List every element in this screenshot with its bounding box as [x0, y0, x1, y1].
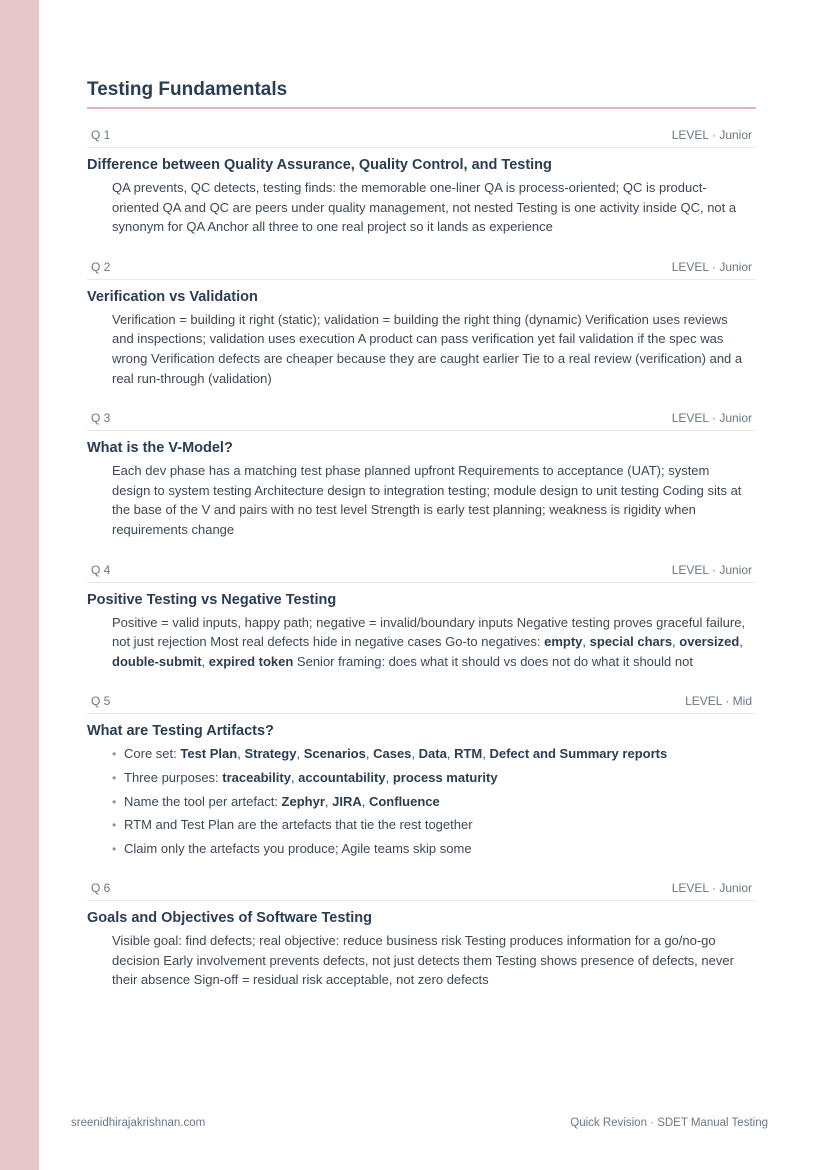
answer-term: JIRA [332, 793, 362, 809]
list-item [112, 839, 756, 859]
answer-term: Defect and Summary reports [489, 746, 668, 762]
footer-website[interactable]: sreenidhirajakrishnan.com [71, 1117, 206, 1129]
question-title: Goals and Objectives of Software Testing [87, 910, 372, 927]
bullet-prefix: Core set: [124, 746, 181, 762]
question-level: LEVEL · Junior [671, 411, 752, 426]
bullet-icon: • [112, 818, 117, 833]
side-accent-band [0, 0, 39, 1170]
list-item: • Core set: Test Plan, Strategy, Scenarios, Cases, Data, RTM, Defect and Summary reports [112, 744, 756, 764]
question-meta [87, 558, 756, 583]
question-meta [87, 123, 756, 148]
question-answer: Verification = building it right (static); validation = building the right thing (dynamic) Verification uses reviews and inspections; validation uses execution A product can pass verification yet fail validation if the spec was wrong Verification defects are cheaper because they are caught earlier Tie to a real review (verification) and a real run-through (validation) [112, 311, 743, 386]
answer-term: Test Plan [180, 746, 238, 762]
question-title: What are Testing Artifacts? [87, 723, 274, 740]
question-level: LEVEL · Junior [671, 128, 752, 142]
question-answer: QA prevents, QC detects, testing finds: the memorable one-liner QA is process-oriented; QC is product-oriented QA and QC are peers under quality management, not nested Testing is one activity inside QC, not a synonym for QA Anchor all three to one real project so it lands as experience [112, 180, 737, 235]
page-content [87, 78, 756, 1008]
question-number: Q 2 [91, 259, 111, 274]
question-card [87, 406, 756, 557]
answer-term: traceability [222, 769, 291, 785]
bullet-prefix: Three purposes: [124, 769, 223, 785]
list-item [112, 815, 756, 835]
bullet-icon: • [112, 747, 117, 762]
answer-term: accountability [298, 769, 386, 785]
question-level: LEVEL · Mid [685, 694, 752, 709]
answer-term: double-submit [112, 653, 202, 669]
question-number: Q 1 [91, 128, 111, 142]
footer-doc-label: Quick Revision · SDET Manual Testing [570, 1117, 768, 1129]
question-meta [87, 255, 756, 280]
question-card [87, 123, 756, 255]
question-answer: Each dev phase has a matching test phase planned upfront Requirements to acceptance (UAT); system design to system testing Architecture design to integration testing; module design to unit testing Coding sits at the base of the V and pairs with no test level Strength is early test planning; weakness is rigidity when requirements change [112, 463, 742, 537]
question-meta [87, 406, 756, 431]
question-title: What is the V-Model? [87, 440, 233, 457]
bullet-icon: • [112, 794, 117, 809]
answer-outro: Senior framing: does what it should vs does not do what it should not [293, 653, 693, 669]
question-meta [87, 689, 756, 714]
bullet-icon: • [112, 841, 117, 856]
answer-term: special chars [589, 634, 673, 650]
list-item: • Three purposes: traceability, accountability, process maturity [112, 768, 756, 788]
page-footer [71, 1117, 768, 1129]
answer-bullet-list [112, 744, 756, 858]
question-meta [87, 876, 756, 901]
answer-term: expired token [208, 653, 294, 669]
question-number: Q 3 [91, 411, 111, 426]
question-card [87, 558, 756, 690]
question-level: LEVEL · Junior [671, 562, 752, 577]
answer-term: Cases [373, 746, 412, 762]
question-title: Positive Testing vs Negative Testing [87, 591, 337, 608]
answer-term: Confluence [368, 793, 440, 809]
question-card [87, 255, 756, 406]
answer-term: Scenarios [303, 746, 366, 762]
bullet-icon: • [112, 770, 117, 785]
answer-term: empty [544, 634, 583, 650]
answer-term: oversized [679, 634, 740, 650]
question-title: Verification vs Validation [87, 288, 258, 305]
answer-term: process maturity [392, 769, 498, 785]
question-card [87, 689, 756, 876]
answer-term: RTM [454, 746, 483, 762]
question-level: LEVEL · Junior [671, 259, 752, 274]
bullet-prefix: Name the tool per artefact: [124, 793, 282, 809]
list-item: • Name the tool per artefact: Zephyr, JIRA, Confluence [112, 792, 756, 812]
question-number: Q 5 [91, 694, 111, 709]
answer-term: Data [418, 746, 447, 762]
section-title: Testing Fundamentals [87, 78, 756, 109]
question-level: LEVEL · Junior [671, 881, 752, 896]
question-answer: Visible goal: find defects; real objective: reduce business risk Testing produces information for a go/no-go decision Early involvement prevents defects, not just detects them Testing shows presence of defects, never their absence Sign-off = residual risk acceptable, not zero defects [112, 933, 734, 988]
bullet-text: RTM and Test Plan are the artefacts that tie the rest together [124, 817, 473, 833]
bullet-text: Claim only the artefacts you produce; Agile teams skip some [124, 840, 472, 856]
question-number: Q 4 [91, 562, 111, 577]
question-answer: Positive = valid inputs, happy path; negative = invalid/boundary inputs Negative testing proves graceful failure, not just rejection Most real defects hide in negative cases Go-to negatives: empty, special chars, oversized, double-submit, expired token Senior framing: does what it should vs does not do what it should not [112, 614, 746, 669]
answer-term: Strategy [244, 746, 297, 762]
question-card [87, 876, 756, 1008]
answer-intro: Positive = valid inputs, happy path; negative = invalid/boundary inputs Negative testing proves graceful failure, not just rejection Most real defects hide in negative cases Go-to negatives: [112, 614, 746, 650]
question-title: Difference between Quality Assurance, Quality Control, and Testing [87, 157, 552, 173]
answer-term: Zephyr [281, 793, 325, 809]
question-number: Q 6 [91, 881, 111, 896]
